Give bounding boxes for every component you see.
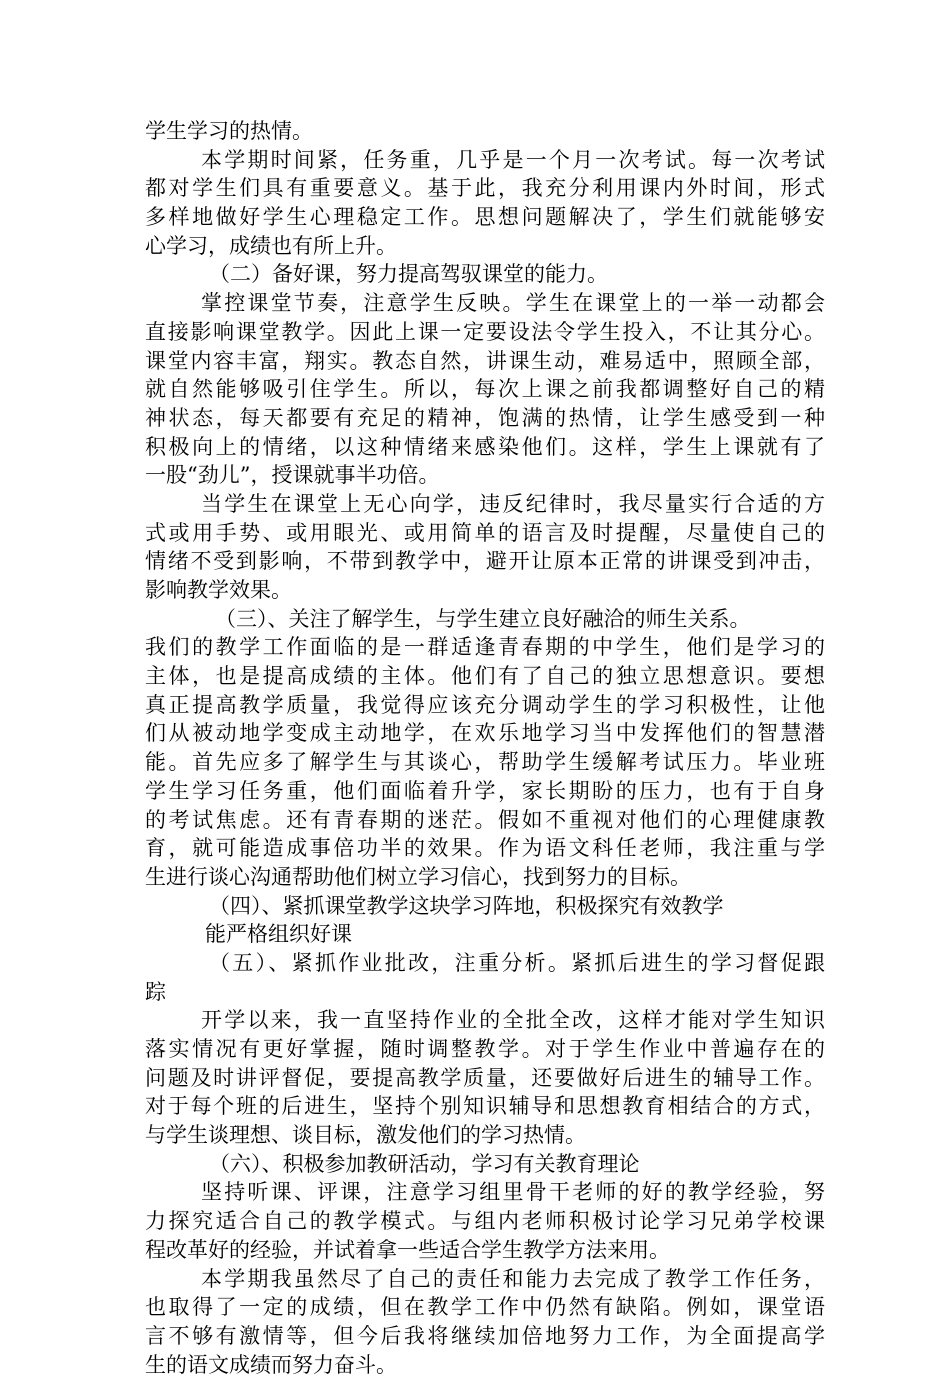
- text-line: 影响教学效果。: [145, 578, 292, 602]
- text-line: 积极向上的情绪，以这种情绪来感染他们。这样，学生上课就有了: [145, 434, 825, 459]
- text-line: 问题及时讲评督促，要提高教学质量，还要做好后进生的辅导工作。: [145, 1065, 825, 1090]
- text-line: 心学习，成绩也有所上升。: [145, 233, 397, 258]
- text-line: 本学期我虽然尽了自己的责任和能力去完成了教学工作任务，: [201, 1266, 825, 1291]
- text-line: 程改革好的经验，并试着拿一些适合学生教学方法来用。: [145, 1237, 670, 1262]
- text-line: 言不够有激情等，但今后我将继续加倍地努力工作，为全面提高学: [145, 1323, 825, 1348]
- text-line: 踪: [145, 979, 166, 1004]
- text-line: 情绪不受到影响，不带到教学中，避开让原本正常的讲课受到冲击，: [145, 549, 825, 574]
- text-line: 多样地做好学生心理稳定工作。思想问题解决了，学生们就能够安: [145, 205, 825, 230]
- text-line: 的考试焦虑。还有青春期的迷茫。假如不重视对他们的心理健康教: [145, 807, 825, 832]
- section-heading: （六）、积极参加教研活动，学习有关教育理论: [209, 1151, 640, 1176]
- text-line: 开学以来，我一直坚持作业的全批全改，这样才能对学生知识: [201, 1008, 825, 1033]
- section-heading: （五）、紧抓作业批改，注重分析。紧抓后进生的学习督促跟: [209, 950, 825, 975]
- text-line: 落实情况有更好掌握，随时调整教学。对于学生作业中普遍存在的: [145, 1037, 825, 1061]
- text-line: 对于每个班的后进生，坚持个别知识辅导和思想教育相结合的方式，: [145, 1094, 825, 1119]
- section-heading: （三）、关注了解学生，与学生建立良好融洽的师生关系。: [215, 606, 751, 631]
- text-line: 神状态，每天都要有充足的精神，饱满的热情，让学生感受到一种: [145, 405, 825, 430]
- text-line: 直接影响课堂教学。因此上课一定要设法令学生投入，不让其分心。: [145, 319, 825, 344]
- text-line: 生的语文成绩而努力奋斗。: [145, 1352, 397, 1377]
- text-line: 主体，也是提高成绩的主体。他们有了自己的独立思想意识。要想: [145, 664, 825, 689]
- text-line: 能。首先应多了解学生与其谈心，帮助学生缓解考试压力。毕业班: [145, 750, 825, 775]
- text-line: 式或用手势、或用眼光、或用简单的语言及时提醒，尽量使自己的: [145, 520, 825, 545]
- text-line: 就自然能够吸引住学生。所以，每次上课之前我都调整好自己的精: [145, 377, 825, 402]
- text-line: 力探究适合自己的教学模式。与组内老师积极讨论学习兄弟学校课: [145, 1209, 825, 1234]
- text-line: 生进行谈心沟通帮助他们树立学习信心，找到努力的目标。: [145, 864, 691, 889]
- text-line: 也取得了一定的成绩，但在教学工作中仍然有缺陷。例如，课堂语: [145, 1295, 825, 1320]
- text-line: 能严格组织好课: [205, 922, 352, 947]
- text-line: 学生学习的热情。: [145, 119, 313, 143]
- text-line: 育，就可能造成事倍功半的效果。作为语文科任老师，我注重与学: [145, 836, 825, 861]
- text-line: 们从被动地学变成主动地学，在欢乐地学习当中发挥他们的智慧潜: [145, 721, 825, 746]
- document-body: [145, 117, 825, 1379]
- text-line: 本学期时间紧，任务重，几乎是一个月一次考试。每一次考试: [201, 147, 825, 172]
- text-line: 坚持听课、评课，注意学习组里骨干老师的好的教学经验，努: [201, 1180, 825, 1205]
- text-line: 一股“劲儿”，授课就事半功倍。: [145, 463, 440, 488]
- text-line: 学生学习任务重，他们面临着升学，家长期盼的压力，也有于自身: [145, 778, 825, 803]
- section-heading: （二）备好课，努力提高驾驭课堂的能力。: [209, 262, 608, 287]
- text-line: 当学生在课堂上无心向学，违反纪律时，我尽量实行合适的方: [201, 491, 825, 516]
- text-line: 都对学生们具有重要意义。基于此，我充分利用课内外时间，形式: [145, 176, 825, 201]
- text-line: 我们的教学工作面临的是一群适逢青春期的中学生，他们是学习的: [145, 635, 825, 660]
- text-line: 真正提高教学质量，我觉得应该充分调动学生的学习积极性，让他: [145, 692, 825, 717]
- text-line: 课堂内容丰富，翔实。教态自然，讲课生动，难易适中，照顾全部，: [145, 348, 825, 373]
- text-line: 与学生谈理想、谈目标，激发他们的学习热情。: [145, 1123, 586, 1148]
- text-line: 掌控课堂节奏，注意学生反映。学生在课堂上的一举一动都会: [201, 291, 825, 316]
- section-heading: （四）、紧抓课堂教学这块学习阵地，积极探究有效教学: [209, 893, 724, 918]
